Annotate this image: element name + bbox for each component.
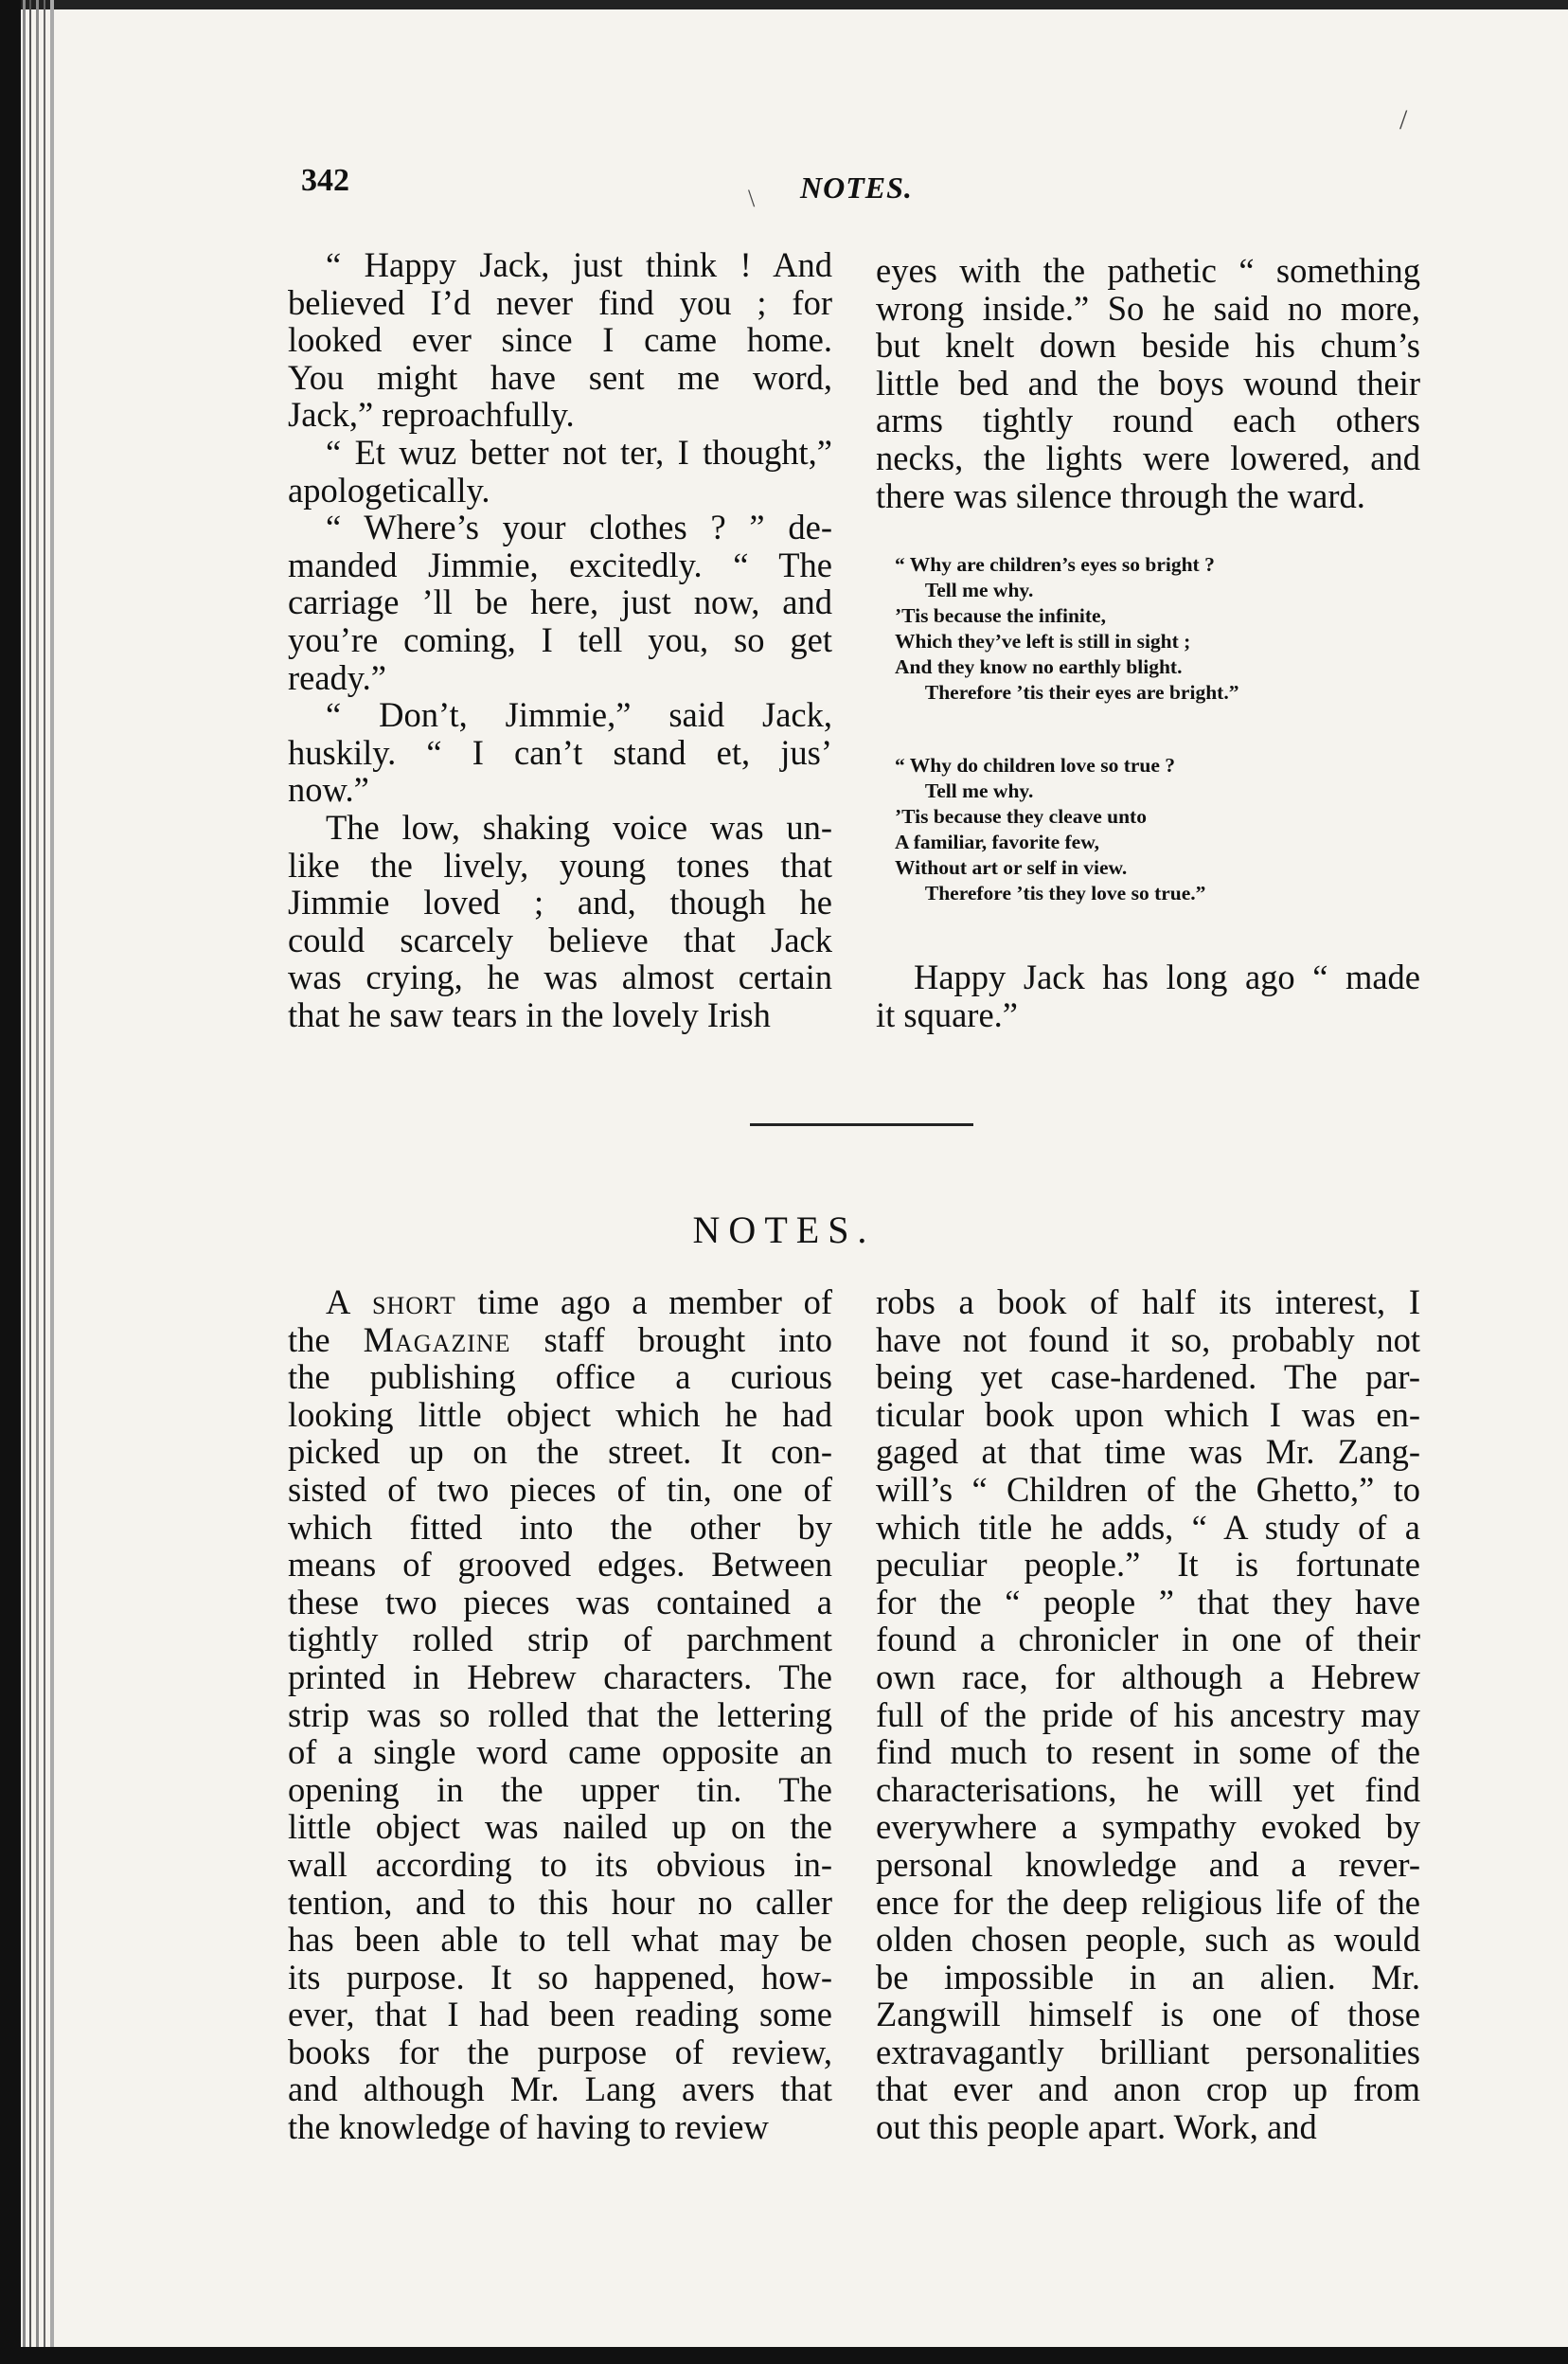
margin-mark: \ [748,185,756,212]
poem-line: Without art or self in view. [895,856,1128,879]
poem-line: ’Tis because the infinite, [895,604,1106,627]
text-line: wrong inside.” So he said no more, [876,288,1420,328]
text-line: The low, shaking voice was un- [326,807,832,847]
text-line: apologetically. [288,470,490,510]
text-line: ever, that I had been reading some [288,1995,832,2034]
text-line: out this people apart. Work, and [876,2107,1317,2147]
binding-stripe [36,0,39,2364]
text-line: and although Mr. Lang avers that [288,2069,832,2109]
text-line: books for the purpose of review, [288,2032,832,2071]
text-line: the knowledge of having to review [288,2107,769,2147]
poem-line: ’Tis because they cleave unto [895,805,1147,828]
story-left-column [288,246,832,1033]
drop-small-caps: A short [326,1282,456,1321]
text-line: little object was nailed up on the [288,1807,832,1847]
text-line: you’re coming, I tell you, so get [288,619,832,659]
text-line [288,1283,832,1321]
binding-stripe [29,0,31,2364]
text-line: You might have sent me word, [288,357,832,397]
poem-stanza-2 [895,753,1425,906]
text-line: arms tightly round each others [876,401,1420,440]
text-line: personal knowledge and a rever- [876,1844,1420,1884]
text-line: was crying, he was almost certain [288,958,832,997]
page-number: 342 [301,163,349,198]
text-line: which fitted into the other by [288,1507,832,1547]
text-line: “ Et wuz better not ter, I thought,” [326,432,832,472]
poem-line: Therefore ’tis they love so true.” [895,882,1206,904]
story-closing [876,958,1420,1033]
text-line: Zangwill himself is one of those [876,1995,1420,2034]
text-line: peculiar people.” It is fortunate [876,1545,1420,1585]
poem-stanza-1 [895,552,1425,706]
text-line: be impossible in an alien. Mr. [876,1957,1420,1997]
binding-edge-shadow [0,0,21,2364]
text-line: for the “ people ” that they have [876,1582,1420,1621]
text-line: but knelt down beside his chum’s [876,326,1420,366]
poem-line: Tell me why. [895,779,1034,802]
poem-line: “ Why do children love so true ? [895,754,1176,777]
text-line: picked up on the street. It con- [288,1432,832,1472]
text-line: which title he adds, “ A study of a [876,1507,1420,1547]
text-line: the Magazine staff brought into [288,1319,833,1359]
notes-right-column [876,1283,1420,2146]
text-line: Jack,” reproachfully. [288,395,575,435]
text-line: find much to resent in some of the [876,1732,1420,1772]
text-line: robs a book of half its interest, I [876,1282,1420,1321]
text-line: ence for the deep religious life of the [876,1882,1420,1922]
binding-stripe [50,0,54,2364]
text-line: carriage ’ll be here, just now, and [288,582,832,622]
text-line: own race, for although a Hebrew [876,1657,1420,1696]
text-line: it square.” [876,994,1018,1034]
poem-line: “ Why are children’s eyes so bright ? [895,553,1215,576]
text-line: means of grooved edges. Between [288,1545,832,1585]
running-head: NOTES. [800,170,913,205]
text-line: gaged at that time was Mr. Zang- [876,1432,1420,1472]
text-line: the publishing office a curious [288,1357,832,1397]
text-line: extravagantly brilliant personalities [876,2032,1420,2071]
top-edge-shadow [0,0,1568,9]
text-line: now.” [288,770,369,810]
text-line: characterisations, he will yet find [876,1769,1420,1809]
text-line: that ever and anon crop up from [876,2069,1420,2109]
text-line: huskily. “ I can’t stand et, jus’ [288,732,832,772]
text-line: Jimmie loved ; and, though he [288,883,832,922]
text-line: believed I’d never find you ; for [288,282,832,322]
text-line: full of the pride of his ancestry may [876,1694,1420,1734]
text-line: “ Don’t, Jimmie,” said Jack, [326,695,832,735]
text-fragment: time ago a member of [455,1282,832,1321]
text-line: being yet case-hardened. The par- [876,1357,1420,1397]
text-line: that he saw tears in the lovely Irish [288,994,771,1034]
text-line: manded Jimmie, excitedly. “ The [288,545,832,584]
text-line: there was silence through the ward. [876,475,1365,515]
text-line: everywhere a sympathy evoked by [876,1807,1420,1847]
binding-stripe [44,0,45,2364]
text-line: found a chronicler in one of their [876,1620,1420,1659]
text-line: tightly rolled strip of parchment [288,1620,832,1659]
text-line: its purpose. It so happened, how- [288,1957,832,1997]
text-line: necks, the lights were lowered, and [876,438,1420,477]
poem-line: Which they’ve left is still in sight ; [895,630,1191,653]
section-heading: NOTES. [692,1209,876,1251]
poem-line: Therefore ’tis their eyes are bright.” [895,681,1239,704]
binding-stripe [23,0,26,2364]
text-line: have not found it so, probably not [876,1319,1420,1359]
text-line: like the lively, young tones that [288,845,832,885]
text-line: ready.” [288,657,387,697]
text-line: has been able to tell what may be [288,1920,832,1960]
text-line: could scarcely believe that Jack [288,920,832,959]
text-line: Happy Jack has long ago “ made [914,958,1420,996]
story-right-column [876,252,1420,514]
text-line: “ Happy Jack, just think ! And [326,245,832,284]
text-line: “ Where’s your clothes ? ” de- [326,508,832,547]
poem-line: Tell me why. [895,579,1034,601]
text-line: strip was so rolled that the lettering [288,1694,832,1734]
text-line: tention, and to this hour no caller [288,1882,832,1922]
section-divider [750,1123,973,1126]
text-line: olden chosen people, such as would [876,1920,1420,1960]
text-line: looked ever since I came home. [288,320,832,360]
text-line: wall according to its obvious in- [288,1844,832,1884]
text-fragment: staff brought into [510,1319,833,1359]
notes-left-column [288,1283,832,2146]
text-line: looking little object which he had [288,1394,832,1434]
text-line: printed in Hebrew characters. The [288,1657,832,1696]
text-line: little bed and the boys wound their [876,363,1420,403]
poem-line: A familiar, favorite few, [895,831,1099,853]
text-line: sisted of two pieces of tin, one of [288,1469,832,1509]
text-line: ticular book upon which I was en- [876,1394,1420,1434]
bottom-edge-shadow [0,2347,1568,2364]
text-line: will’s “ Children of the Ghetto,” to [876,1469,1420,1509]
poem-line: And they know no earthly blight. [895,655,1183,678]
text-line: of a single word came opposite an [288,1732,832,1772]
text-line: these two pieces was contained a [288,1582,832,1621]
text-line: opening in the upper tin. The [288,1769,832,1809]
text-line: eyes with the pathetic “ something [876,251,1420,290]
margin-mark: / [1399,104,1408,135]
magazine-small-caps: Magazine [363,1319,511,1359]
